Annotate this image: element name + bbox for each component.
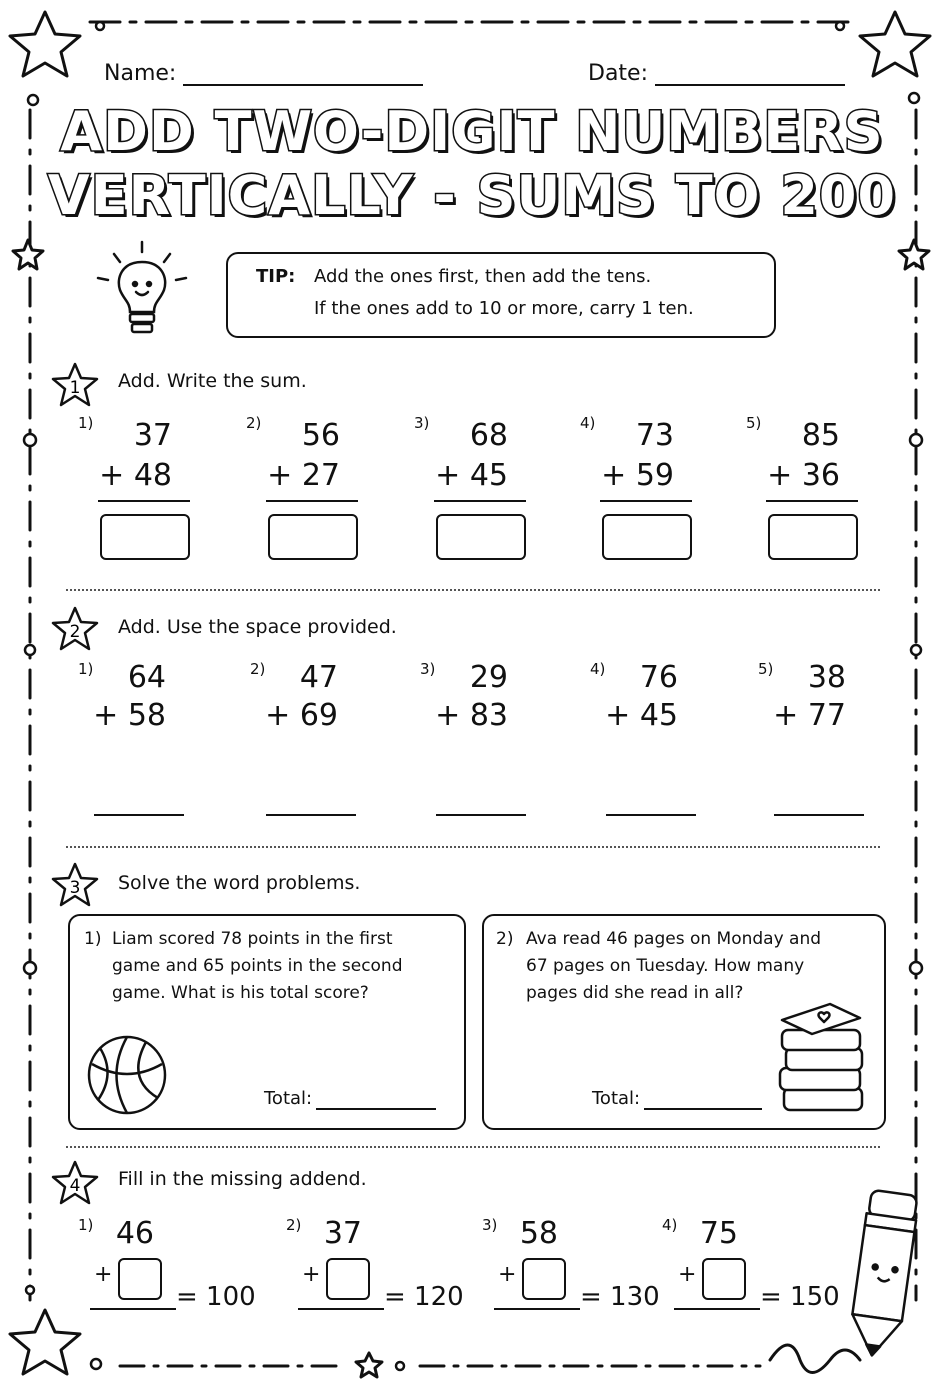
addend-top: 38 — [807, 660, 846, 695]
missing-addend-box[interactable] — [702, 1258, 746, 1300]
addend-top: 75 — [699, 1216, 738, 1251]
plus-sign: + — [498, 1262, 517, 1287]
addend-top: 37 — [133, 418, 172, 453]
divider — [66, 589, 880, 591]
page-title-line1: ADD TWO-DIGIT NUMBERS — [60, 100, 884, 163]
star-icon — [13, 240, 43, 269]
divider — [66, 846, 880, 848]
star-icon — [899, 240, 929, 269]
tip-line-1: Add the ones first, then add the tens. — [314, 266, 652, 287]
star-icon — [10, 1310, 80, 1374]
answer-box[interactable] — [436, 514, 526, 560]
problem-number: 1) — [78, 660, 94, 678]
section-4-title: Fill in the missing addend. — [118, 1168, 367, 1190]
total-label: Total: — [264, 1088, 313, 1109]
section-1-title: Add. Write the sum. — [118, 370, 307, 392]
star-icon — [860, 12, 930, 76]
tip-label: TIP: — [256, 266, 296, 287]
date-line[interactable] — [655, 60, 845, 86]
sum-result: = 100 — [176, 1282, 256, 1312]
word-problem-line: game and 65 points in the second — [112, 956, 403, 976]
problem-number: 2) — [286, 1216, 302, 1234]
addend-top: 85 — [801, 418, 840, 453]
sum-line — [434, 500, 526, 502]
addend-top: 47 — [299, 660, 338, 695]
answer-line[interactable] — [94, 814, 184, 816]
addend-bottom: + 27 — [267, 458, 340, 493]
problem-number: 2) — [250, 660, 266, 678]
problem-number: 4) — [590, 660, 606, 678]
addend-bottom: + 36 — [767, 458, 840, 493]
word-problem-line: 67 pages on Tuesday. How many — [526, 956, 805, 976]
section-2-star-icon — [50, 606, 100, 652]
problem-number: 4) — [662, 1216, 678, 1234]
date-field[interactable] — [588, 60, 845, 86]
word-problem-number: 2) — [496, 929, 514, 949]
problem-number: 2) — [246, 414, 262, 432]
sum-line — [600, 500, 692, 502]
section-4-star-icon — [50, 1160, 100, 1206]
basketball-icon — [86, 1034, 168, 1116]
addend-bottom: + 45 — [605, 698, 678, 733]
svg-text:2: 2 — [69, 622, 81, 642]
page-title-line2: VERTICALLY - SUMS TO 200 — [47, 164, 897, 227]
problem-number: 5) — [746, 414, 762, 432]
sum-line — [298, 1308, 384, 1310]
addend-bottom: + 58 — [93, 698, 166, 733]
word-problem-line: Liam scored 78 points in the first — [112, 929, 393, 949]
total-label: Total: — [592, 1088, 641, 1109]
answer-box[interactable] — [100, 514, 190, 560]
plus-sign: + — [678, 1262, 697, 1287]
addend-top: 58 — [519, 1216, 558, 1251]
answer-line[interactable] — [774, 814, 864, 816]
section-3-star-icon — [50, 862, 100, 908]
section-2-title: Add. Use the space provided. — [118, 616, 397, 638]
sum-line — [674, 1308, 760, 1310]
lightbulb-icon — [92, 238, 192, 348]
answer-line[interactable] — [436, 814, 526, 816]
sum-result: = 130 — [580, 1282, 660, 1312]
addend-top: 64 — [127, 660, 166, 695]
answer-line[interactable] — [606, 814, 696, 816]
addend-bottom: + 69 — [265, 698, 338, 733]
section-3-title: Solve the word problems. — [118, 872, 361, 894]
total-answer-line[interactable] — [644, 1108, 762, 1110]
addend-top: 56 — [301, 418, 340, 453]
addend-bottom: + 48 — [99, 458, 172, 493]
date-label: Date: — [588, 61, 648, 86]
word-problem-2-box — [482, 914, 886, 1130]
addend-top: 29 — [469, 660, 508, 695]
addend-top: 37 — [323, 1216, 362, 1251]
sum-line — [766, 500, 858, 502]
missing-addend-box[interactable] — [326, 1258, 370, 1300]
missing-addend-box[interactable] — [118, 1258, 162, 1300]
svg-text:4: 4 — [69, 1176, 81, 1196]
problem-number: 4) — [580, 414, 596, 432]
addend-bottom: + 45 — [435, 458, 508, 493]
addend-bottom: + 59 — [601, 458, 674, 493]
answer-box[interactable] — [602, 514, 692, 560]
books-icon — [776, 1000, 868, 1116]
addend-top: 76 — [639, 660, 678, 695]
sum-result: = 150 — [760, 1282, 840, 1312]
answer-box[interactable] — [268, 514, 358, 560]
tip-line-2: If the ones add to 10 or more, carry 1 ten. — [314, 298, 694, 319]
section-1-number: 1 — [69, 378, 81, 398]
problem-number: 3) — [482, 1216, 498, 1234]
plus-sign: + — [302, 1262, 321, 1287]
answer-line[interactable] — [266, 814, 356, 816]
problem-number: 3) — [414, 414, 430, 432]
star-icon — [10, 12, 80, 76]
tip-box — [226, 252, 776, 338]
name-label: Name: — [104, 61, 177, 86]
sum-line — [494, 1308, 580, 1310]
total-answer-line[interactable] — [316, 1108, 436, 1110]
word-problem-number: 1) — [84, 929, 102, 949]
plus-sign: + — [94, 1262, 113, 1287]
section-1-star-icon — [50, 362, 100, 408]
addend-top: 46 — [115, 1216, 154, 1251]
pencil-icon — [840, 1186, 924, 1366]
word-problem-line: game. What is his total score? — [112, 983, 369, 1003]
problem-number: 5) — [758, 660, 774, 678]
answer-box[interactable] — [768, 514, 858, 560]
addend-top: 68 — [469, 418, 508, 453]
problem-number: 1) — [78, 414, 94, 432]
star-icon — [356, 1353, 382, 1377]
word-problem-line: Ava read 46 pages on Monday and — [526, 929, 822, 949]
name-line[interactable] — [183, 60, 423, 86]
sum-line — [266, 500, 358, 502]
word-problem-line: pages did she read in all? — [526, 983, 744, 1003]
missing-addend-box[interactable] — [522, 1258, 566, 1300]
addend-top: 73 — [635, 418, 674, 453]
word-problem-1-box — [68, 914, 466, 1130]
svg-text:3: 3 — [69, 878, 81, 898]
sum-line — [98, 500, 190, 502]
problem-number: 1) — [78, 1216, 94, 1234]
addend-bottom: + 83 — [435, 698, 508, 733]
problem-number: 3) — [420, 660, 436, 678]
divider — [66, 1146, 880, 1148]
addend-bottom: + 77 — [773, 698, 846, 733]
name-field[interactable] — [104, 60, 423, 86]
sum-result: = 120 — [384, 1282, 464, 1312]
sum-line — [90, 1308, 176, 1310]
